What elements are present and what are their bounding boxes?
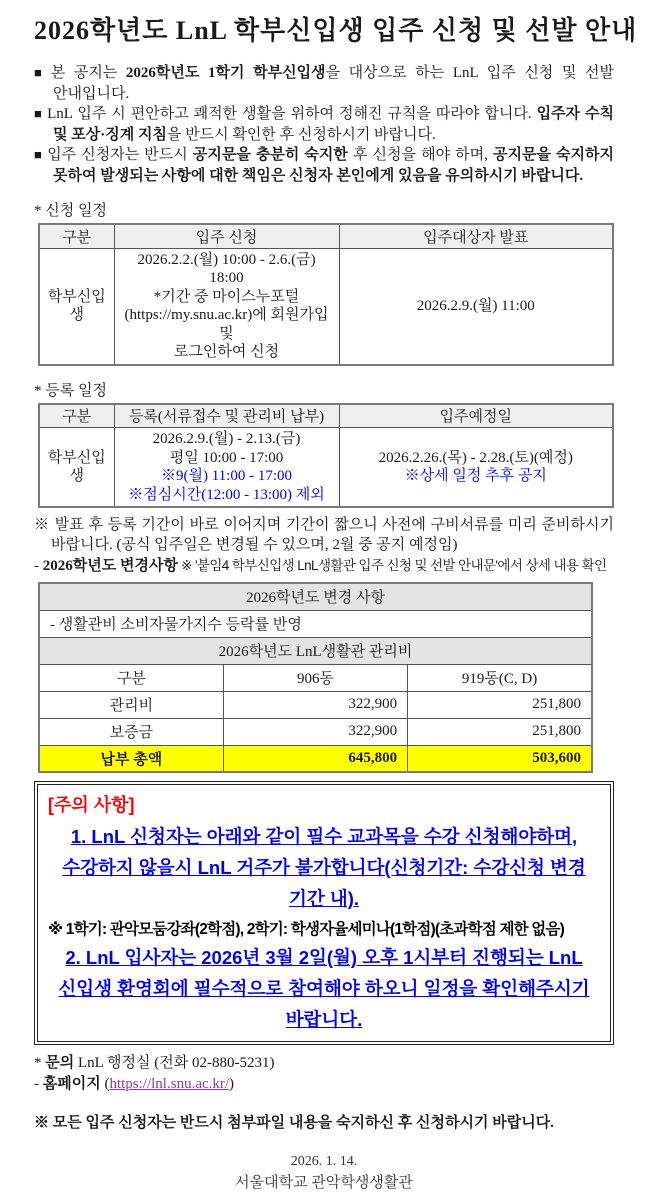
registration-line-blue: ※9(월) 11:00 - 17:00 xyxy=(160,468,292,484)
doc-org: 서울대학교 관악학생생활관 xyxy=(235,1175,413,1191)
table-header-row xyxy=(39,404,613,428)
header-cell-category: 구분 xyxy=(39,224,114,248)
fee-header-906: 906동 xyxy=(223,664,407,691)
header-cell-apply: 입주 신청 xyxy=(114,224,339,248)
category-cell: 학부신입생 xyxy=(39,248,114,365)
notice-bullets xyxy=(34,63,614,186)
fee-row-deposit xyxy=(39,718,592,745)
fee-value-906: 322,900 xyxy=(223,718,407,745)
notice-bullet-2 xyxy=(34,104,614,145)
apply-line: (https://my.snu.ac.kr)에 회원가입 및 xyxy=(124,307,329,342)
contact-block xyxy=(34,1053,614,1095)
application-schedule-table xyxy=(38,223,614,366)
header-cell-registration: 등록(서류접수 및 관리비 납부) xyxy=(114,404,339,428)
bullet-text: 본 공지는 xyxy=(50,65,126,81)
bullet-text-bold: 공지문을 충분히 숙지한 xyxy=(192,147,348,163)
changes-fee-table xyxy=(38,582,593,773)
apply-line: 2026.2.2.(월) 10:00 - 2.6.(금) 18:00 xyxy=(137,251,316,286)
fee-value-919: 251,800 xyxy=(408,691,592,718)
total-value-919: 503,600 xyxy=(408,745,592,772)
notice-bullet-3 xyxy=(34,145,614,186)
contact-prefix: * xyxy=(34,1055,46,1071)
square-bullet-icon: ■ xyxy=(34,106,44,121)
square-bullet-icon: ■ xyxy=(34,65,47,80)
registration-line: 2026.2.9.(월) - 2.13.(금) xyxy=(152,431,301,447)
movein-line: 2026.2.26.(목) - 2.28.(토)(예정) xyxy=(378,449,573,466)
notice-bullet-1 xyxy=(34,63,614,104)
contact-line xyxy=(34,1053,614,1074)
note-prefix: - xyxy=(34,558,43,574)
table-row xyxy=(39,248,613,365)
fee-value-919: 251,800 xyxy=(408,718,592,745)
changes-reference-note xyxy=(34,556,614,576)
caution-item-2: 2. LnL 입사자는 2026년 3월 2일(월) 오후 1시부터 진행되는 LnL 신입생 환영회에 필수적으로 참여해야 하오니 일정을 확인해주시기 바랍니다. xyxy=(58,947,590,1030)
category-cell: 학부신입생 xyxy=(39,428,114,508)
bullet-text-bold: 입주자 수칙 및 포상·징계 지침 xyxy=(53,106,614,143)
caution-title: [주의 사항] xyxy=(48,795,135,815)
homepage-bold: 홈페이지 xyxy=(42,1076,101,1092)
fee-row-management xyxy=(39,691,592,718)
total-value-906: 645,800 xyxy=(223,745,407,772)
registration-section-label: * 등록 일정 xyxy=(34,382,107,399)
doc-date: 2026. 1. 14. xyxy=(290,1154,358,1169)
fee-label: 관리비 xyxy=(39,691,223,718)
fee-header-919: 919동(C, D) xyxy=(408,664,592,691)
header-cell-movein: 입주예정일 xyxy=(339,404,613,428)
final-note: ※ 모든 입주 신청자는 반드시 첨부파일 내용을 숙지하신 후 신청하시기 바랍니다. xyxy=(34,1115,554,1131)
homepage-link[interactable]: https://lnl.snu.ac.kr/ xyxy=(109,1076,230,1092)
fee-title-cell: 2026학년도 LnL생활관 관리비 xyxy=(39,637,592,664)
changes-item-cell: - 생활관비 소비자물가지수 등락률 반영 xyxy=(39,610,592,637)
fee-title-row xyxy=(39,637,592,664)
notes-block xyxy=(34,515,614,576)
announce-date-cell: 2026.2.9.(월) 11:00 xyxy=(339,248,613,365)
apply-line: *기간 중 마이스누포털 xyxy=(153,288,300,305)
bullet-text-bold: 공지문을 숙지하지 못하여 발생되는 사항에 대한 책임은 신청자 본인에게 있음을 유의하시기 바랍니다. xyxy=(53,147,614,184)
paren: ) xyxy=(229,1076,235,1092)
page-title: 2026학년도 LnL 학부신입생 입주 신청 및 선발 안내 xyxy=(34,16,638,45)
changes-title-row xyxy=(39,583,592,610)
movein-date-cell xyxy=(339,428,613,508)
registration-line: 평일 10:00 - 17:00 xyxy=(169,449,284,466)
bullet-text: LnL 입주 시 편안하고 쾌적한 생활을 위하여 정해진 규칙을 따라야 합니다. xyxy=(47,106,537,122)
movein-line-blue: ※상세 일정 추후 공지 xyxy=(404,468,547,484)
fee-value-906: 322,900 xyxy=(223,691,407,718)
bullet-text: 을 반드시 확인한 후 신청하시기 바랍니다. xyxy=(166,126,436,143)
paren: ( xyxy=(100,1076,110,1092)
table-row xyxy=(39,428,613,508)
schedule-section-label: * 신청 일정 xyxy=(34,203,107,219)
contact-rest: LnL 행정실 (전화 02-880-5231) xyxy=(74,1055,275,1071)
preparation-note: ※ 발표 후 등록 기간이 바로 이어지며 기간이 짧으니 사전에 구비서류를 미리 준비하시기 바랍니다. (공식 입주일은 변경될 수 있으며, 2월 중 공지 예정임) xyxy=(34,517,614,553)
registration-line-blue: ※점심시간(12:00 - 13:00) 제외 xyxy=(128,486,325,503)
total-label: 납부 총액 xyxy=(39,745,223,772)
apply-line: 로그인하여 신청 xyxy=(173,344,280,360)
caution-course-note: ※ 1학기: 관악모둠강좌(2학점), 2학기: 학생자율세미나(1학점)(초과학점 제한 없음) xyxy=(48,921,565,938)
bullet-text: 을 대상으로 하는 LnL 입주 신청 및 선발 안내입니다. xyxy=(53,65,614,102)
fee-header-category: 구분 xyxy=(39,664,223,691)
fee-total-row xyxy=(39,745,592,772)
caution-item-1: 1. LnL 신청자는 아래와 같이 필수 교과목을 수강 신청해야하며, 수강하지 않을시 LnL 거주가 불가합니다(신청기간: 수강신청 변경 기간 내). xyxy=(62,826,586,909)
bullet-text: 후 신청을 해야 하며, xyxy=(347,147,493,163)
registration-period-cell xyxy=(114,428,339,508)
caution-box xyxy=(34,781,614,1045)
homepage-prefix: - xyxy=(34,1076,43,1092)
header-cell-announce: 입주대상자 발표 xyxy=(339,224,613,248)
registration-schedule-table xyxy=(38,403,614,509)
fee-header-row xyxy=(39,664,592,691)
fee-label: 보증금 xyxy=(39,718,223,745)
bullet-text: 입주 신청자는 반드시 xyxy=(47,147,193,163)
note-bold: 2026학년도 변경사항 xyxy=(42,558,178,574)
header-cell-category: 구분 xyxy=(39,404,114,428)
bullet-text-bold: 2026학년도 1학기 학부신입생 xyxy=(125,65,326,81)
square-bullet-icon: ■ xyxy=(34,147,44,162)
apply-period-cell xyxy=(114,248,339,365)
caution-box-inner xyxy=(37,784,611,1042)
changes-title-cell: 2026학년도 변경 사항 xyxy=(39,583,592,610)
homepage-line xyxy=(34,1074,614,1095)
changes-item-row xyxy=(39,610,592,637)
contact-bold: 문의 xyxy=(45,1055,75,1071)
table-header-row xyxy=(39,224,613,248)
note-rest: ※ '붙임4 학부신입생 LnL생활관 입주 신청 및 선발 안내문'에서 상세 내용 확인 xyxy=(177,558,607,573)
